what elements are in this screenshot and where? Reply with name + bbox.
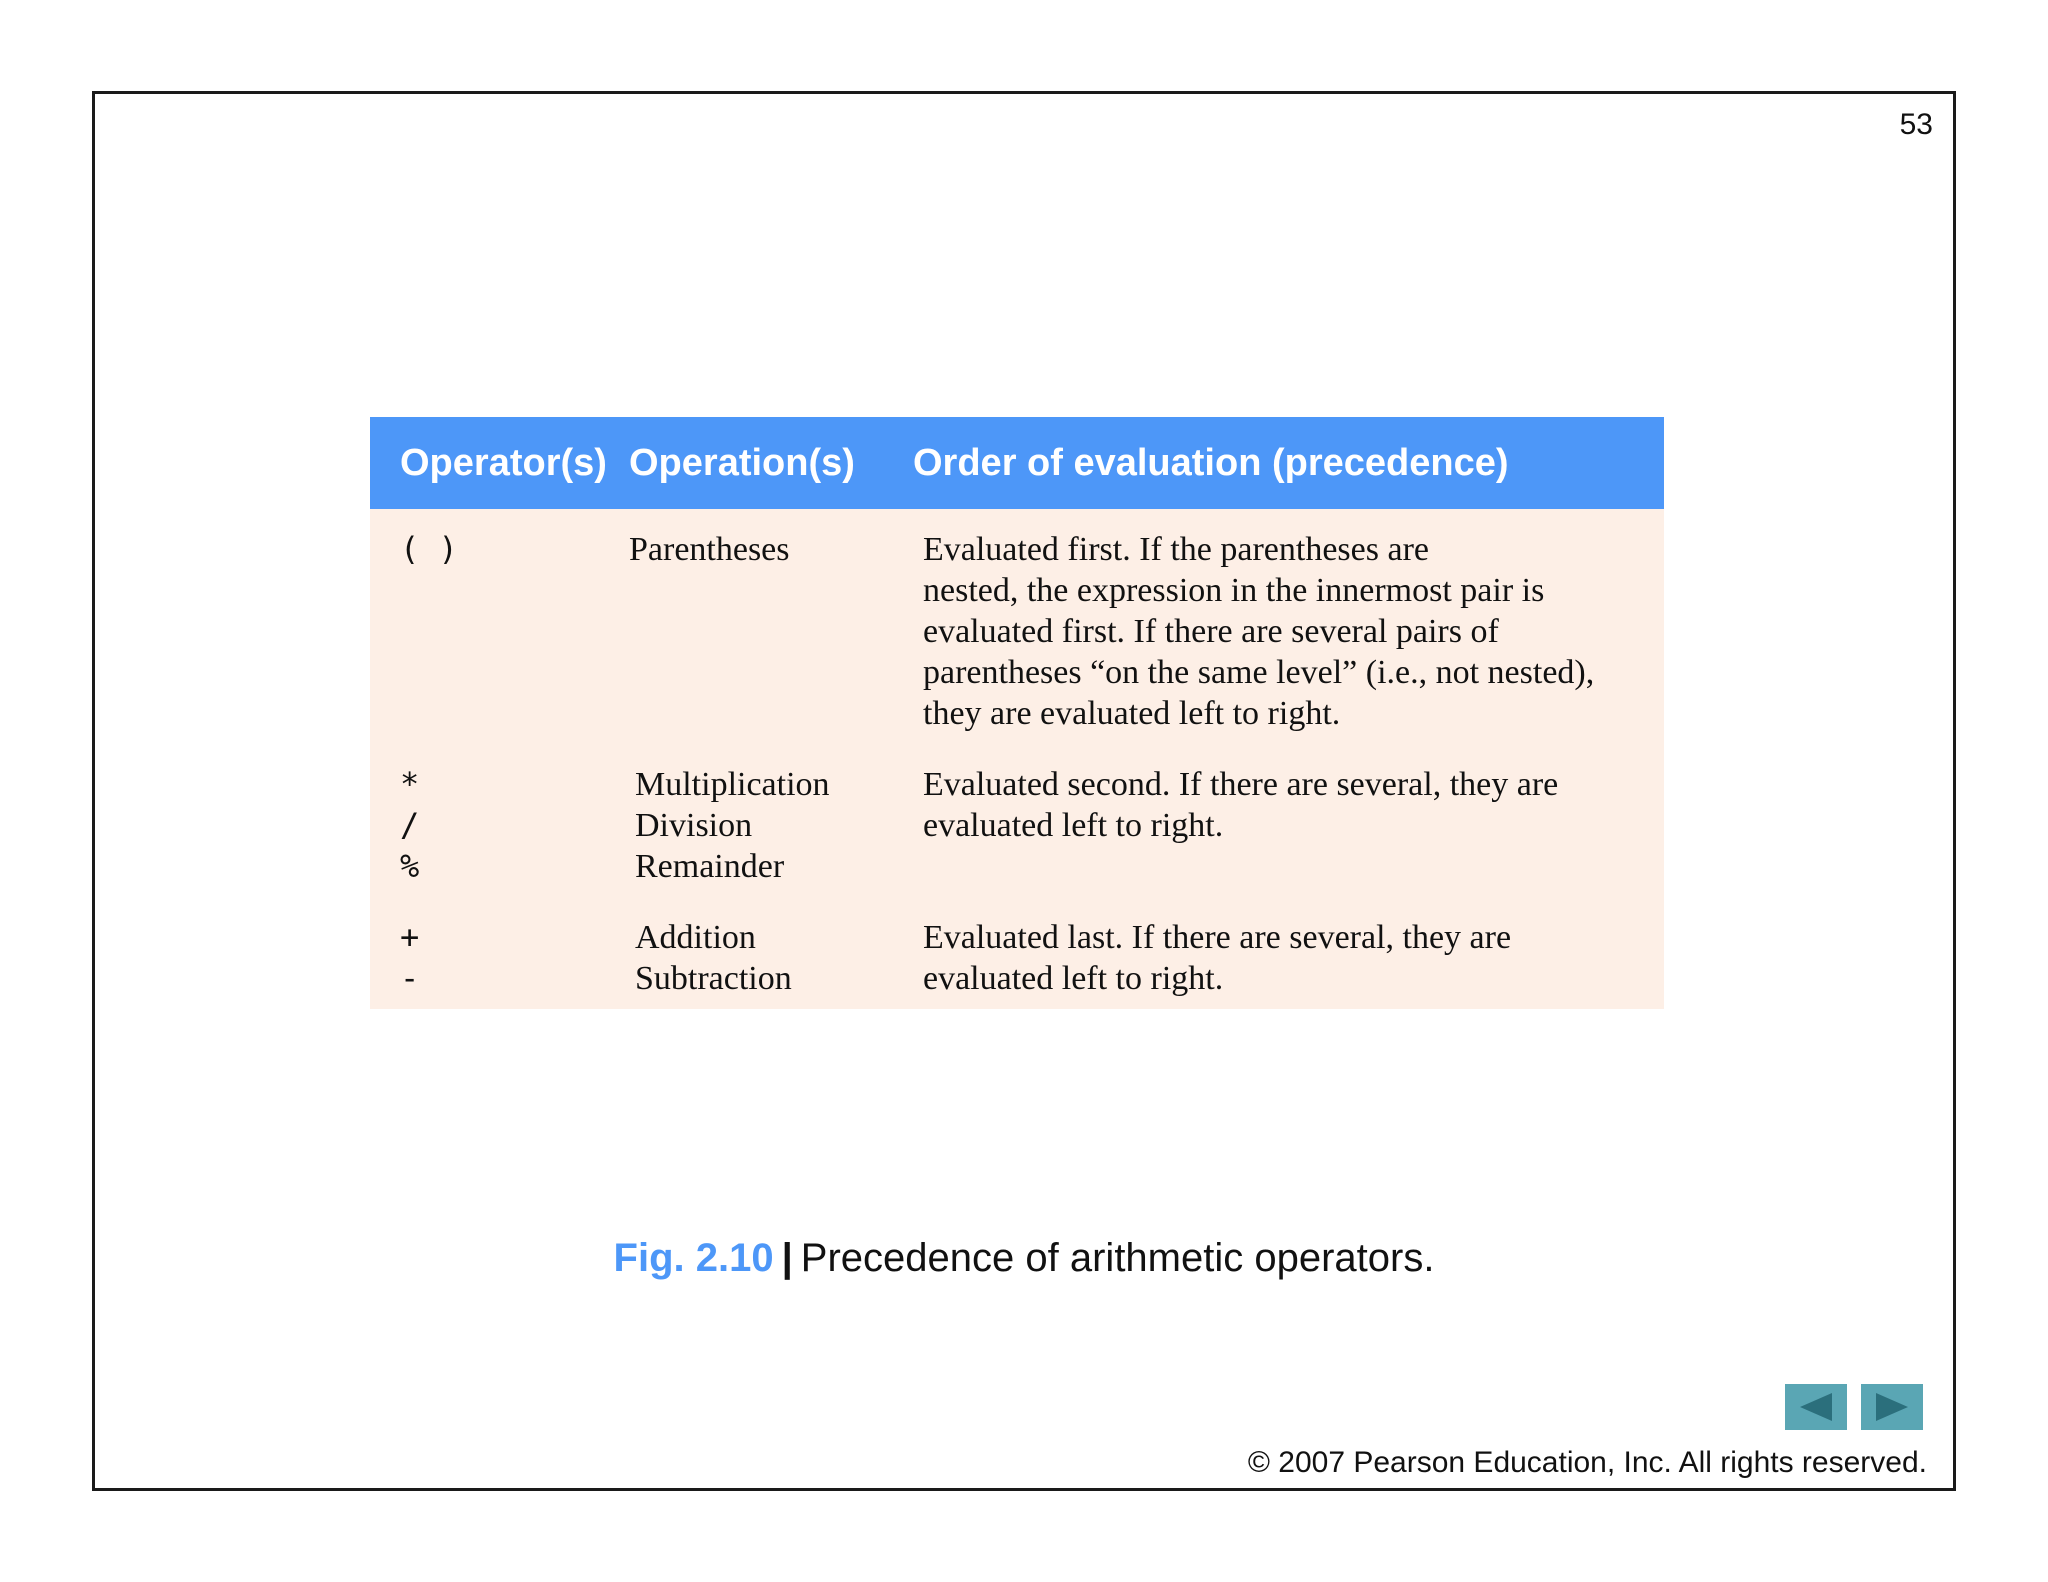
operator: / <box>400 806 420 844</box>
slide-navigation <box>1785 1384 1923 1430</box>
operations-cell <box>629 746 913 901</box>
operators-cell <box>370 901 629 1009</box>
operators-cell <box>370 509 629 746</box>
table-header-row <box>370 417 1664 509</box>
figure-label: Fig. 2.10 <box>613 1236 774 1280</box>
operator: ( ) <box>400 530 458 568</box>
operation: Addition <box>635 919 756 956</box>
figure-caption <box>95 1236 1953 1281</box>
table-row <box>370 509 1664 746</box>
slide-frame <box>92 91 1956 1491</box>
triangle-right-icon <box>1872 1390 1912 1424</box>
header-operators: Operator(s) <box>370 417 629 509</box>
precedence-table <box>370 417 1664 1009</box>
order-text: Evaluated second. If there are several, they are evaluated left to right. <box>923 766 1559 844</box>
operator: % <box>400 847 420 885</box>
page-number: 53 <box>1899 108 1933 141</box>
table-row <box>370 901 1664 1009</box>
triangle-left-icon <box>1796 1390 1836 1424</box>
order-cell <box>913 509 1664 746</box>
operation: Subtraction <box>635 960 792 997</box>
order-text: Evaluated last. If there are several, they are evaluated left to right. <box>923 919 1512 997</box>
operations-cell <box>629 509 913 746</box>
order-text: Evaluated first. If the parentheses are nested, the expression in the innermost pair is evaluated first. If there are several pairs of parentheses “on the same level” (i.e., not nested), they are evaluated left to right. <box>923 531 1595 732</box>
operators-cell <box>370 746 629 901</box>
header-order: Order of evaluation (precedence) <box>913 417 1664 509</box>
order-cell <box>913 746 1664 901</box>
operation: Division <box>635 807 753 844</box>
previous-slide-button[interactable] <box>1785 1384 1847 1430</box>
operations-cell <box>629 901 913 1009</box>
caption-separator: | <box>781 1236 793 1280</box>
operation: Remainder <box>635 848 785 885</box>
next-slide-button[interactable] <box>1861 1384 1923 1430</box>
operator: - <box>400 959 420 997</box>
operation: Parentheses <box>629 531 790 568</box>
caption-text: Precedence of arithmetic operators. <box>800 1236 1435 1280</box>
copyright-notice: © 2007 Pearson Education, Inc. All rights reserved. <box>1247 1446 1927 1479</box>
operation: Multiplication <box>635 766 830 803</box>
table-row <box>370 746 1664 901</box>
operator: * <box>400 765 420 803</box>
header-operations: Operation(s) <box>629 417 913 509</box>
order-cell <box>913 901 1664 1009</box>
operator: + <box>400 918 420 956</box>
